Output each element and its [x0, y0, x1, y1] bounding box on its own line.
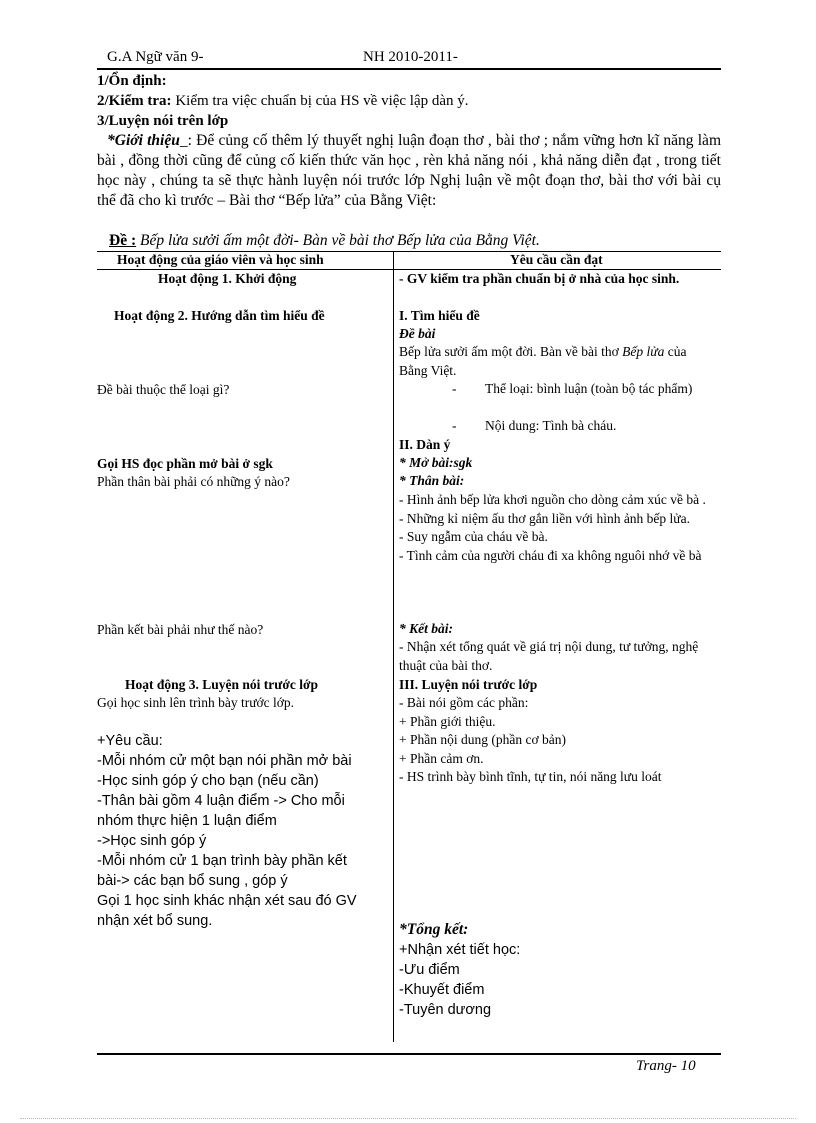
kiem-tra-label: 2/Kiểm tra: [97, 93, 172, 109]
yeu-cau-line: -Thân bài gồm 4 luận điểm -> Cho mỗi [97, 793, 345, 809]
section-on-dinh: 1/Ổn định: [97, 73, 167, 89]
hoat-dong-1: Hoạt động 1. Khởi động [158, 271, 297, 286]
luyen-noi-item: + Phần giới thiệu. [399, 713, 496, 729]
ket-bai-heading: * Kết bài: [399, 621, 453, 636]
yeu-cau-line: -Mỗi nhóm cử một bạn nói phần mở bài [97, 753, 352, 769]
footer-rule [97, 1053, 721, 1055]
section-kiem-tra [97, 91, 469, 111]
luyen-noi-list [399, 694, 709, 787]
table-header-right: Yêu cầu cần đạt [510, 252, 603, 267]
gioi-thieu-text: _: Để củng cố thêm lý thuyết nghị luận đoạn thơ , bài thơ ; nắm vững hơn kĩ năng làm bài , đồng thời cũng để củng cố kiến thức văn học , rèn khả năng nói , khả năng diễn đạt , trong tiết học này , chúng ta sẽ thực hành luyện nói trước lớp Nghị luận về một đoạn thơ, bài thơ với bài cụ thể đã cho kì trước – Bài thơ “Bếp lửa” của Bằng Việt: [97, 132, 721, 209]
page-number: Trang- 10 [636, 1058, 696, 1074]
header-rule [97, 68, 721, 70]
tong-ket-list [399, 940, 520, 1020]
luyen-noi-item: - HS trình bày bình tĩnh, tự tin, nói năng lưu loát [399, 769, 662, 784]
than-bai-item: - Hình ảnh bếp lửa khơi nguồn cho dòng cảm xúc về bà . [399, 492, 706, 507]
yeu-cau-line: Gọi 1 học sinh khác nhận xét sau đó GV [97, 893, 357, 909]
table-column-divider [393, 252, 394, 1042]
tong-ket-item: -Ưu điểm [399, 962, 460, 978]
dash-marker: - [452, 381, 457, 396]
yeu-cau-line: bài-> các bạn bổ sung , góp ý [97, 873, 288, 889]
luyen-noi-item: - Bài nói gồm các phần: [399, 695, 529, 710]
question-than-bai: Phần thân bài phải có những ý nào? [97, 474, 290, 489]
mo-bai-heading: * Mở bài:sgk [399, 455, 473, 470]
hoat-dong-3: Hoạt động 3. Luyện nói trước lớp [125, 677, 318, 692]
than-bai-heading: * Thân bài: [399, 473, 465, 488]
question-ket-bai: Phần kết bài phải như thế nào? [97, 622, 264, 637]
yeu-cau-line: -Học sinh góp ý cho bạn (nếu cần) [97, 773, 319, 789]
luyen-noi-heading: III. Luyện nói trước lớp [399, 677, 538, 692]
the-loai-item: Thể loại: bình luận (toàn bộ tác phẩm) [485, 381, 693, 396]
gv-kiem-tra: - GV kiểm tra phần chuẩn bị ở nhà của học sinh. [399, 271, 680, 286]
page-bottom-dotted-rule [20, 1118, 796, 1119]
goi-trinh-bay: Gọi học sinh lên trình bày trước lớp. [97, 695, 295, 710]
ket-bai-text: - Nhận xét tổng quát về giá trị nội dung, tư tưởng, nghệ thuật của bài thơ. [399, 639, 699, 673]
dash-marker: - [452, 418, 457, 433]
yeu-cau-list [97, 731, 357, 931]
de-bai-text-part: Bếp lửa sưởi ấm một đời. Bàn về bài thơ [399, 344, 623, 359]
de-bai-text [399, 343, 709, 380]
than-bai-list [399, 491, 709, 565]
section-luyen-noi: 3/Luyện nói trên lớp [97, 113, 229, 129]
tong-ket-item: +Nhận xét tiết học: [399, 942, 521, 958]
header-left: G.A Ngữ văn 9- [107, 49, 204, 65]
luyen-noi-item: + Phần cảm ơn. [399, 750, 484, 766]
yeu-cau-line: ->Học sinh góp ý [97, 833, 207, 849]
yeu-cau-line: -Mỗi nhóm cử 1 bạn trình bày phần kết [97, 853, 347, 869]
gioi-thieu-paragraph [97, 131, 721, 211]
de-bai-heading: Đề bài [399, 326, 436, 341]
question-the-loai: Đề bài thuộc thể loại gì? [97, 382, 230, 397]
yeu-cau-line: +Yêu cầu: [97, 733, 163, 749]
header-center: NH 2010-2011- [363, 49, 458, 65]
than-bai-item: - Suy ngẫm của cháu về bà. [399, 529, 548, 544]
tong-ket-item: -Khuyết điểm [399, 982, 485, 998]
noi-dung-item: Nội dung: Tình bà cháu. [485, 418, 617, 433]
de-bai-text-part: của Bằng Việt. [399, 344, 687, 378]
kiem-tra-text: Kiểm tra việc chuẩn bị của HS về việc lập dàn ý. [171, 93, 469, 109]
luyen-noi-item: + Phần nội dung (phần cơ bản) [399, 732, 566, 747]
yeu-cau-line: nhận xét bổ sung. [97, 913, 213, 929]
de-label: Đề : [109, 232, 137, 249]
dan-y-heading: II. Dàn ý [399, 437, 451, 452]
tong-ket-heading: *Tổng kết: [399, 921, 469, 938]
than-bai-item: - Tình cảm của người cháu đi xa không nguôi nhớ về bà [399, 547, 702, 563]
yeu-cau-line: nhóm thực hiện 1 luận điểm [97, 813, 277, 829]
table-header-left: Hoạt động của giáo viên và học sinh [117, 252, 324, 267]
goi-hs-mo-bai: Gọi HS đọc phần mở bài ở sgk [97, 456, 273, 471]
tong-ket-item: -Tuyên dương [399, 1002, 492, 1018]
tim-hieu-de: I. Tìm hiểu đề [399, 308, 480, 323]
de-bai-line [109, 232, 540, 250]
de-bai-text-italic: Bếp lửa [622, 344, 665, 359]
gioi-thieu-label: *Giới thiệu [107, 132, 180, 149]
de-text: Bếp lửa sưởi ấm một đời- Bàn về bài thơ Bếp lửa của Bằng Việt. [136, 232, 540, 249]
hoat-dong-2: Hoạt động 2. Hướng dẫn tìm hiểu đề [114, 308, 325, 323]
than-bai-item: - Những kỉ niệm ấu thơ gắn liền với hình ảnh bếp lửa. [399, 510, 690, 526]
